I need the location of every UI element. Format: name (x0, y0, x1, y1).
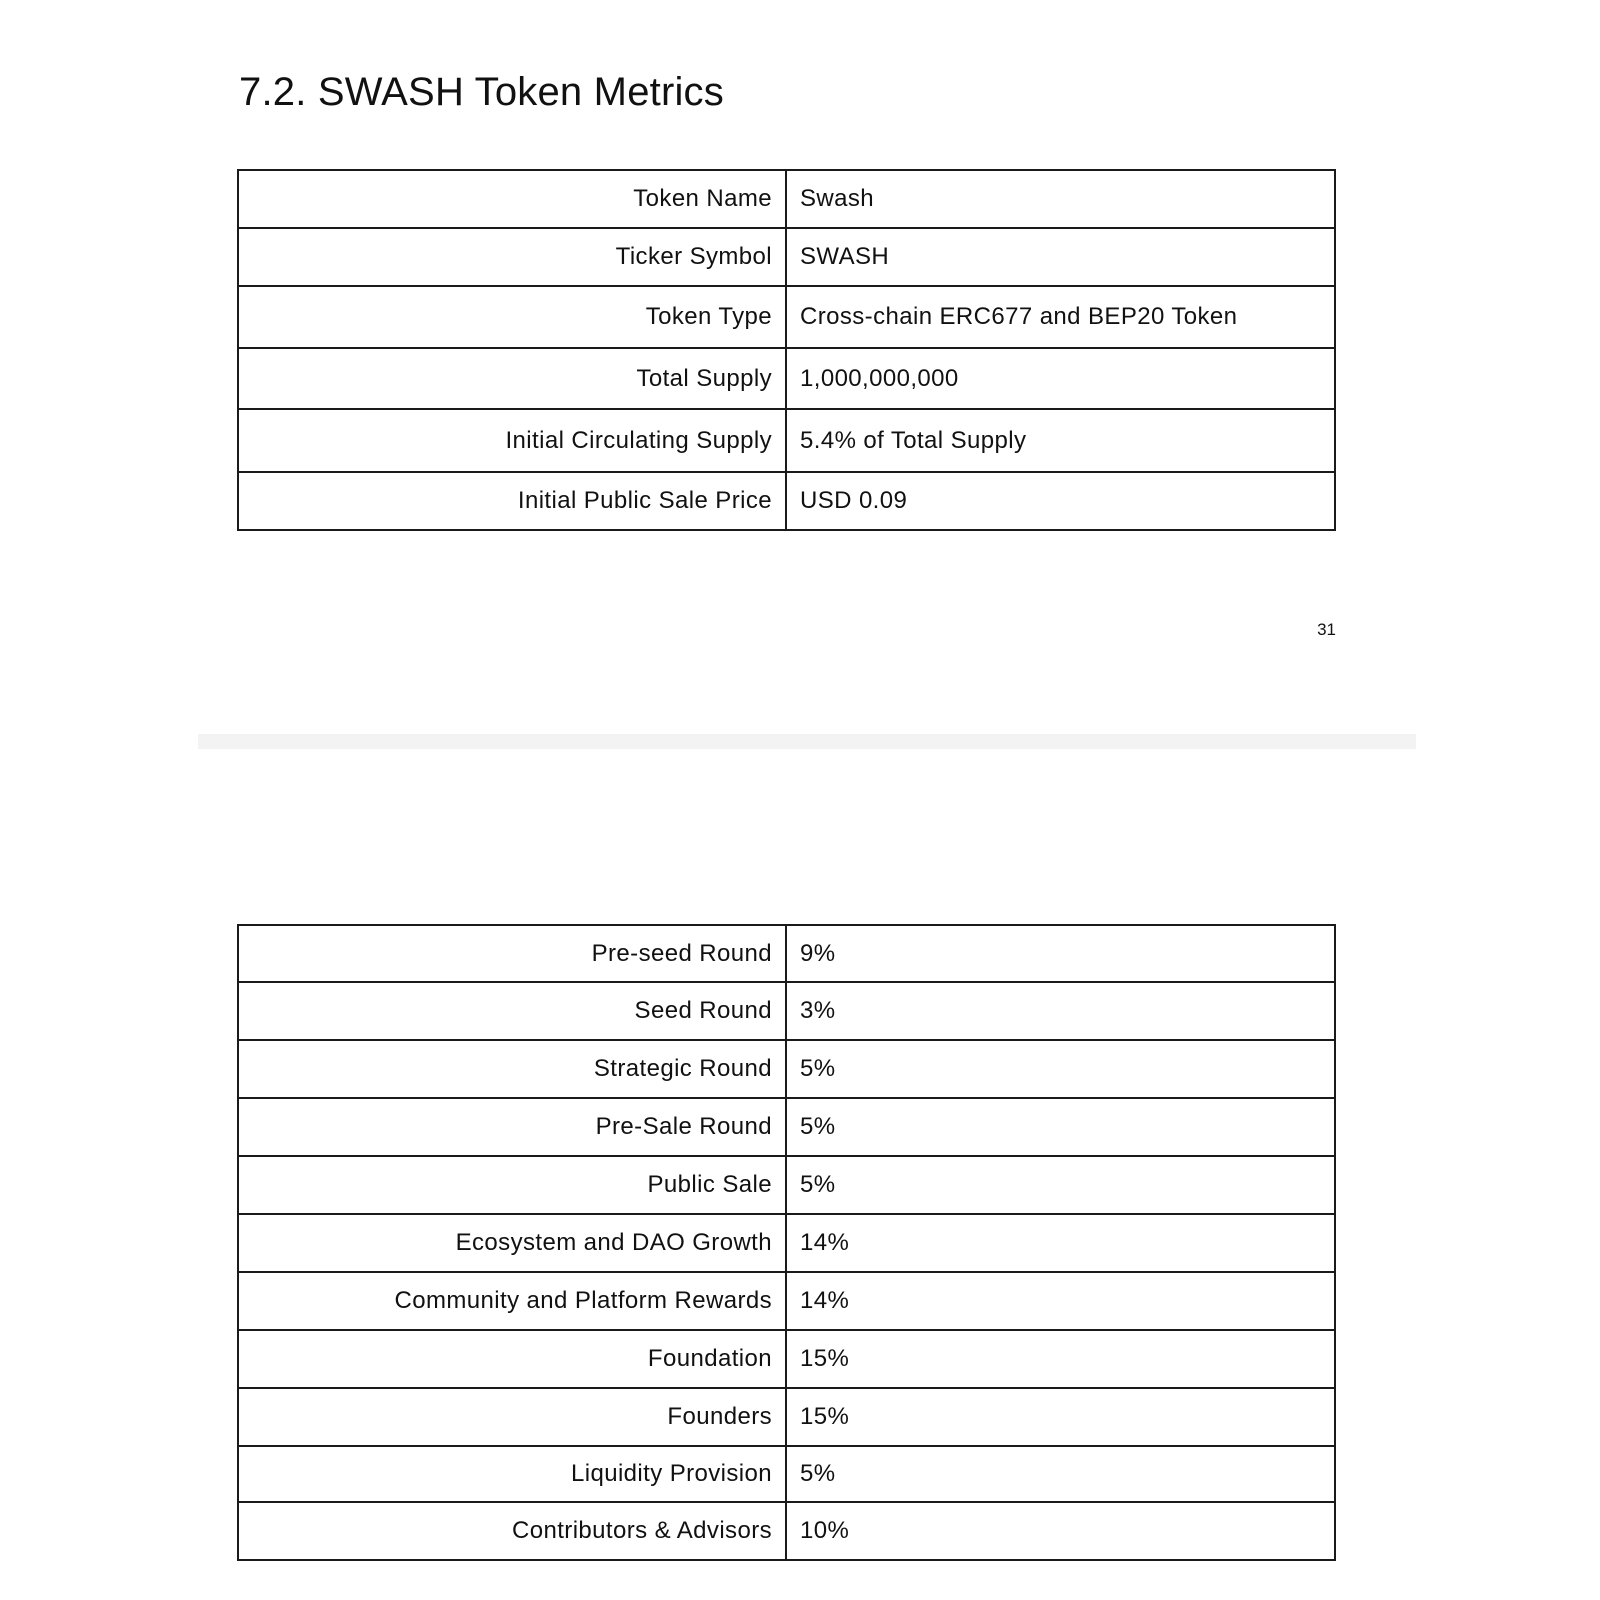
table-row (238, 1040, 1335, 1098)
metric-value: Swash (786, 170, 1335, 228)
allocation-label: Liquidity Provision (238, 1446, 786, 1502)
allocation-value: 5% (786, 1040, 1335, 1098)
metric-label: Total Supply (238, 348, 786, 409)
table-row (238, 472, 1335, 530)
metric-value: Cross-chain ERC677 and BEP20 Token (786, 286, 1335, 348)
allocation-value: 9% (786, 925, 1335, 982)
table-row (238, 1272, 1335, 1330)
metric-label: Token Type (238, 286, 786, 348)
allocation-value: 3% (786, 982, 1335, 1040)
allocation-label: Strategic Round (238, 1040, 786, 1098)
page-number: 31 (1317, 620, 1336, 639)
allocation-value: 10% (786, 1502, 1335, 1560)
allocation-value: 14% (786, 1214, 1335, 1272)
section-heading: 7.2. SWASH Token Metrics (239, 70, 724, 114)
metric-value: SWASH (786, 228, 1335, 286)
metric-label: Initial Public Sale Price (238, 472, 786, 530)
table-row (238, 1214, 1335, 1272)
table-row (238, 1156, 1335, 1214)
allocation-label: Contributors & Advisors (238, 1502, 786, 1560)
metric-value: 1,000,000,000 (786, 348, 1335, 409)
allocation-value: 14% (786, 1272, 1335, 1330)
metric-value: 5.4% of Total Supply (786, 409, 1335, 472)
table-row (238, 1502, 1335, 1560)
table-row (238, 1330, 1335, 1388)
table-row (238, 982, 1335, 1040)
allocation-label: Pre-Sale Round (238, 1098, 786, 1156)
allocation-label: Founders (238, 1388, 786, 1446)
table-row (238, 170, 1335, 228)
metric-value: USD 0.09 (786, 472, 1335, 530)
table-row (238, 1388, 1335, 1446)
table-row (238, 409, 1335, 472)
allocation-label: Community and Platform Rewards (238, 1272, 786, 1330)
table-row (238, 1446, 1335, 1502)
allocation-value: 5% (786, 1446, 1335, 1502)
allocation-label: Foundation (238, 1330, 786, 1388)
token-allocation-table (237, 924, 1336, 1561)
page-separator (198, 734, 1416, 749)
allocation-label: Pre-seed Round (238, 925, 786, 982)
table-row (238, 348, 1335, 409)
allocation-value: 5% (786, 1098, 1335, 1156)
table-row (238, 228, 1335, 286)
allocation-value: 15% (786, 1388, 1335, 1446)
allocation-label: Ecosystem and DAO Growth (238, 1214, 786, 1272)
metric-label: Initial Circulating Supply (238, 409, 786, 472)
allocation-value: 5% (786, 1156, 1335, 1214)
metric-label: Token Name (238, 170, 786, 228)
table-row (238, 1098, 1335, 1156)
allocation-value: 15% (786, 1330, 1335, 1388)
token-metrics-table (237, 169, 1336, 531)
metric-label: Ticker Symbol (238, 228, 786, 286)
allocation-label: Seed Round (238, 982, 786, 1040)
table-row (238, 925, 1335, 982)
allocation-label: Public Sale (238, 1156, 786, 1214)
table-row (238, 286, 1335, 348)
